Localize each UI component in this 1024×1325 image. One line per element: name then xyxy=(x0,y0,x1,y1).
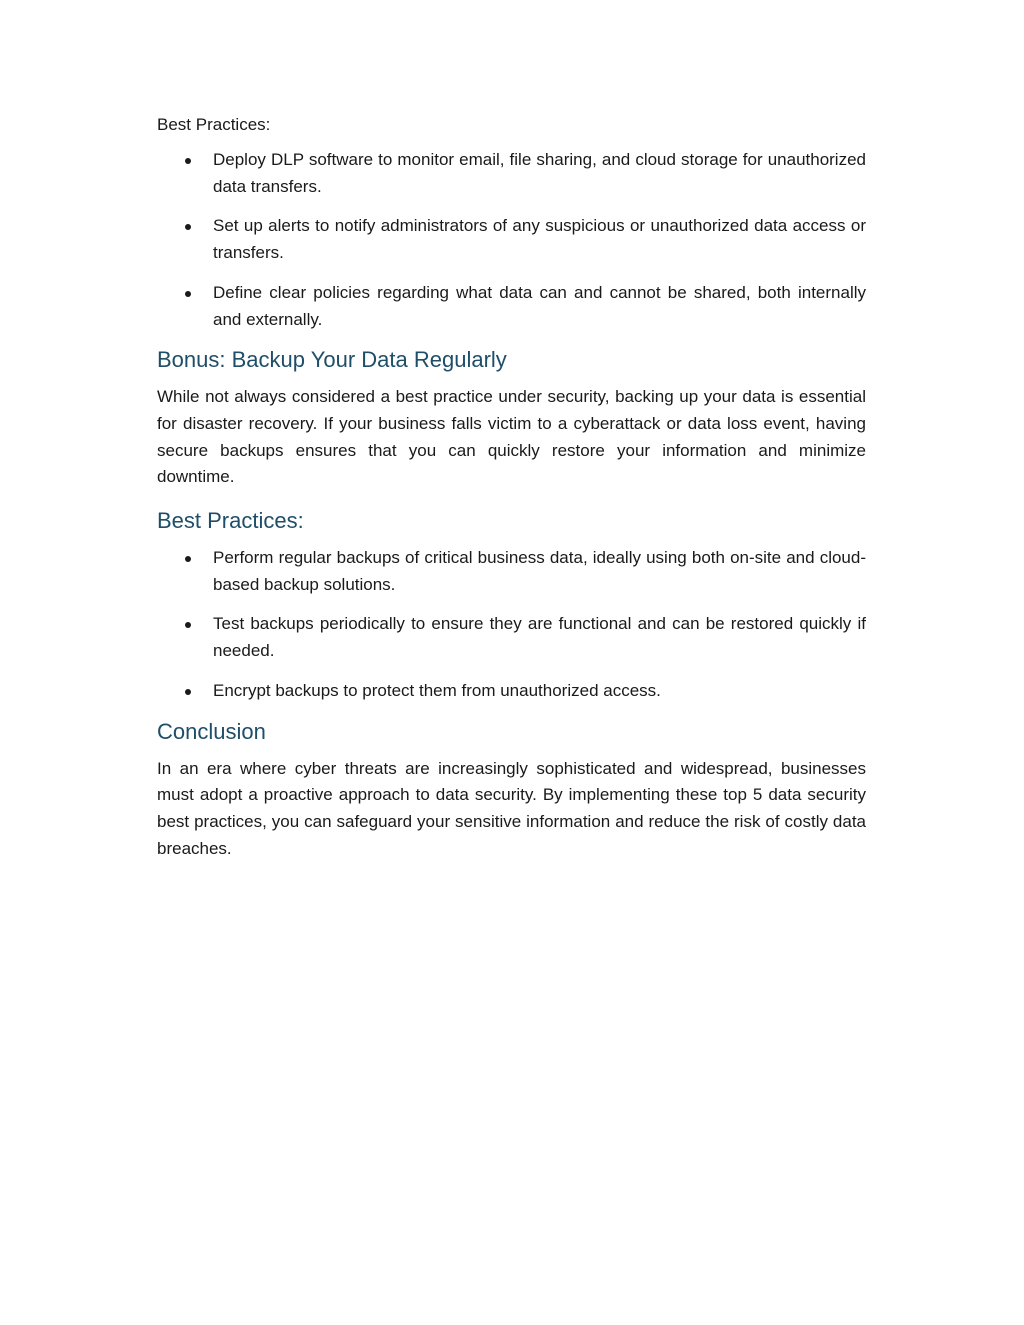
best-practices-heading: Best Practices: xyxy=(157,508,304,534)
bonus-heading: Bonus: Backup Your Data Regularly xyxy=(157,347,507,373)
list-item: Set up alerts to notify administrators of any suspicious or unauthorized data access or transfers. xyxy=(157,213,866,266)
backup-practices-list xyxy=(157,545,866,705)
bullet-icon xyxy=(185,556,191,562)
document-page xyxy=(157,112,866,862)
conclusion-section xyxy=(157,718,866,863)
bonus-section xyxy=(157,346,866,491)
bonus-paragraph: While not always considered a best practice under security, backing up your data is essential for disaster recovery. If your business falls victim to a cyberattack or data loss event, having secure backups ensures that you can quickly restore your information and minimize downtime. xyxy=(157,387,866,487)
conclusion-paragraph: In an era where cyber threats are increasingly sophisticated and widespread, businesses must adopt a proactive approach to data security. By implementing these top 5 data security best practices, you can safeguard your sensitive information and reduce the risk of costly data breaches. xyxy=(157,758,866,858)
list-item: Define clear policies regarding what data can and cannot be shared, both internally and externally. xyxy=(157,280,866,333)
list-item: Test backups periodically to ensure they are functional and can be restored quickly if needed. xyxy=(157,611,866,664)
bullet-icon xyxy=(185,224,191,230)
best-practices-label: Best Practices: xyxy=(157,115,271,134)
conclusion-heading: Conclusion xyxy=(157,718,266,744)
dlp-practices-list xyxy=(157,147,866,333)
bullet-icon xyxy=(185,622,191,628)
backup-practices-section xyxy=(157,507,866,705)
bullet-icon xyxy=(185,689,191,695)
list-item: Perform regular backups of critical business data, ideally using both on-site and cloud-based backup solutions. xyxy=(157,545,866,598)
bullet-icon xyxy=(185,158,191,164)
list-item: Encrypt backups to protect them from unauthorized access. xyxy=(157,678,866,705)
bullet-icon xyxy=(185,291,191,297)
list-item: Deploy DLP software to monitor email, file sharing, and cloud storage for unauthorized data transfers. xyxy=(157,147,866,200)
